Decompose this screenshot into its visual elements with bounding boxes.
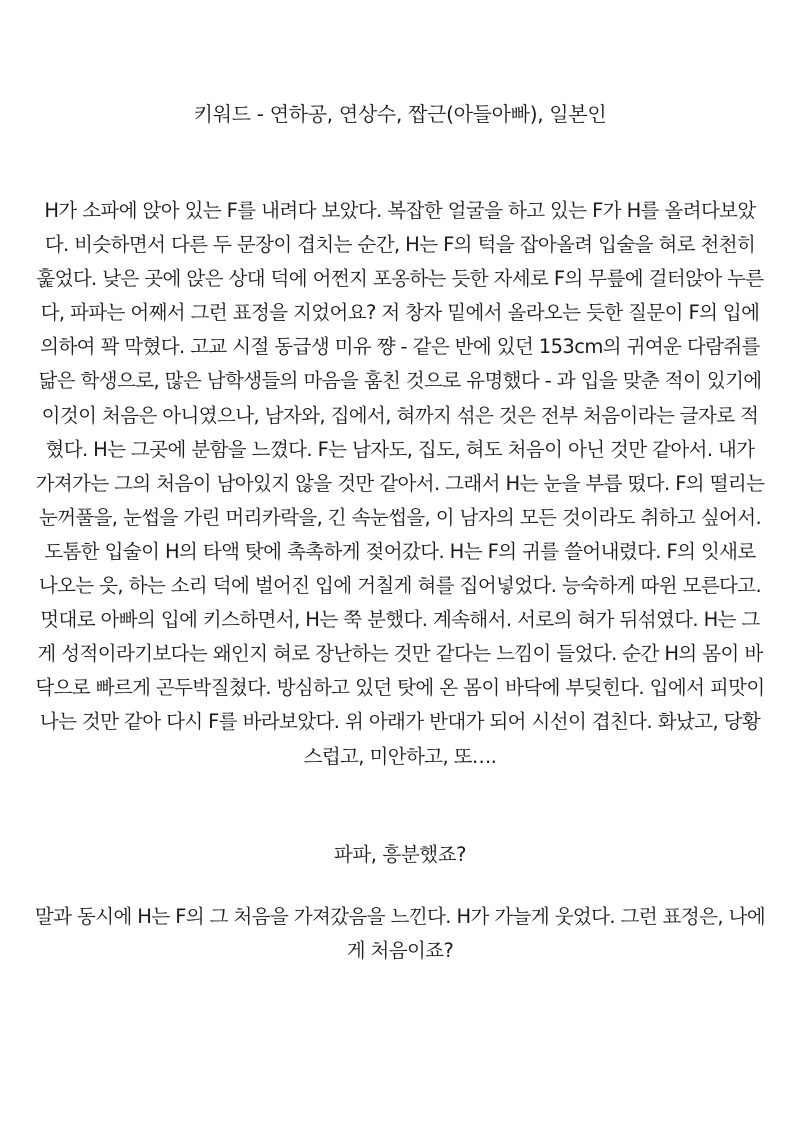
keywords-line: 키워드 - 연하공, 연상수, 짭근(아들아빠), 일본인 (193, 102, 607, 126)
main-paragraph: H가 소파에 앉아 있는 F를 내려다 보았다. 복잡한 얼굴을 하고 있는 F가 H를 올려다보았다. 비슷하면서 다른 두 문장이 겹치는 순간, H는 F의 턱을 잡아올려 입술을 혀로 천천히 훑었다. 낮은 곳에 앉은 상대 덕에 어쩐지 포옹하는 듯한 자세로 F의 무릎에 걸터앉아 누른다, 파파는 어째서 그런 표정을 지었어요? 저 창자 밑에서 올라오는 듯한 질문이 F의 입에 의하여 꽉 막혔다. 고교 시절 동급생 미유 쨩 - 같은 반에 있던 153cm의 귀여운 다람쥐를 닮은 학생으로, 많은 남학생들의 마음을 훔친 것으로 유명했다 - 과 입을 맞춘 적이 있기에 이것이 처음은 아니였으나, 남자와, 집에서, 혀까지 섞은 것은 전부 처음이라는 글자로 적혔다. H는 그곳에 분함을 느꼈다. F는 남자도, 집도, 혀도 처음이 아닌 것만 같아서. 내가 가져가는 그의 처음이 남아있지 않을 것만 같아서. 그래서 H는 눈을 부릅 떴다. F의 떨리는 눈꺼풀을, 눈썹을 가린 머리카락을, 긴 속눈썹을, 이 남자의 모든 것이라도 취하고 싶어서. 도톰한 입술이 H의 타액 탓에 촉촉하게 젖어갔다. H는 F의 귀를 쓸어내렸다. F의 잇새로 나오는 읏, 하는 소리 덕에 벌어진 입에 거칠게 혀를 집어넣었다. 능숙하게 따윈 모른다고. 멋대로 아빠의 입에 키스하면서, H는 쭉 분했다. 계속해서. 서로의 혀가 뒤섞였다. H는 그게 성적이라기보다는 왜인지 혀로 장난하는 것만 같다는 느낌이 들었다. 순간 H의 몸이 바닥으로 빠르게 곤두박질쳤다. 방심하고 있던 탓에 온 몸이 바닥에 부딪힌다. 입에서 피맛이 나는 것만 같아 다시 F를 바라보았다. 위 아래가 반대가 되어 시선이 겹친다. 화났고, 당황스럽고, 미안하고, 또…. (35, 199, 765, 768)
dialogue-line: 파파, 흥분했죠? (333, 843, 467, 866)
closing-paragraph: 말과 동시에 H는 F의 그 처음을 가져갔음을 느낀다. H가 가늘게 웃었다. 그런 표정은, 나에게 처음이죠? (34, 905, 766, 963)
